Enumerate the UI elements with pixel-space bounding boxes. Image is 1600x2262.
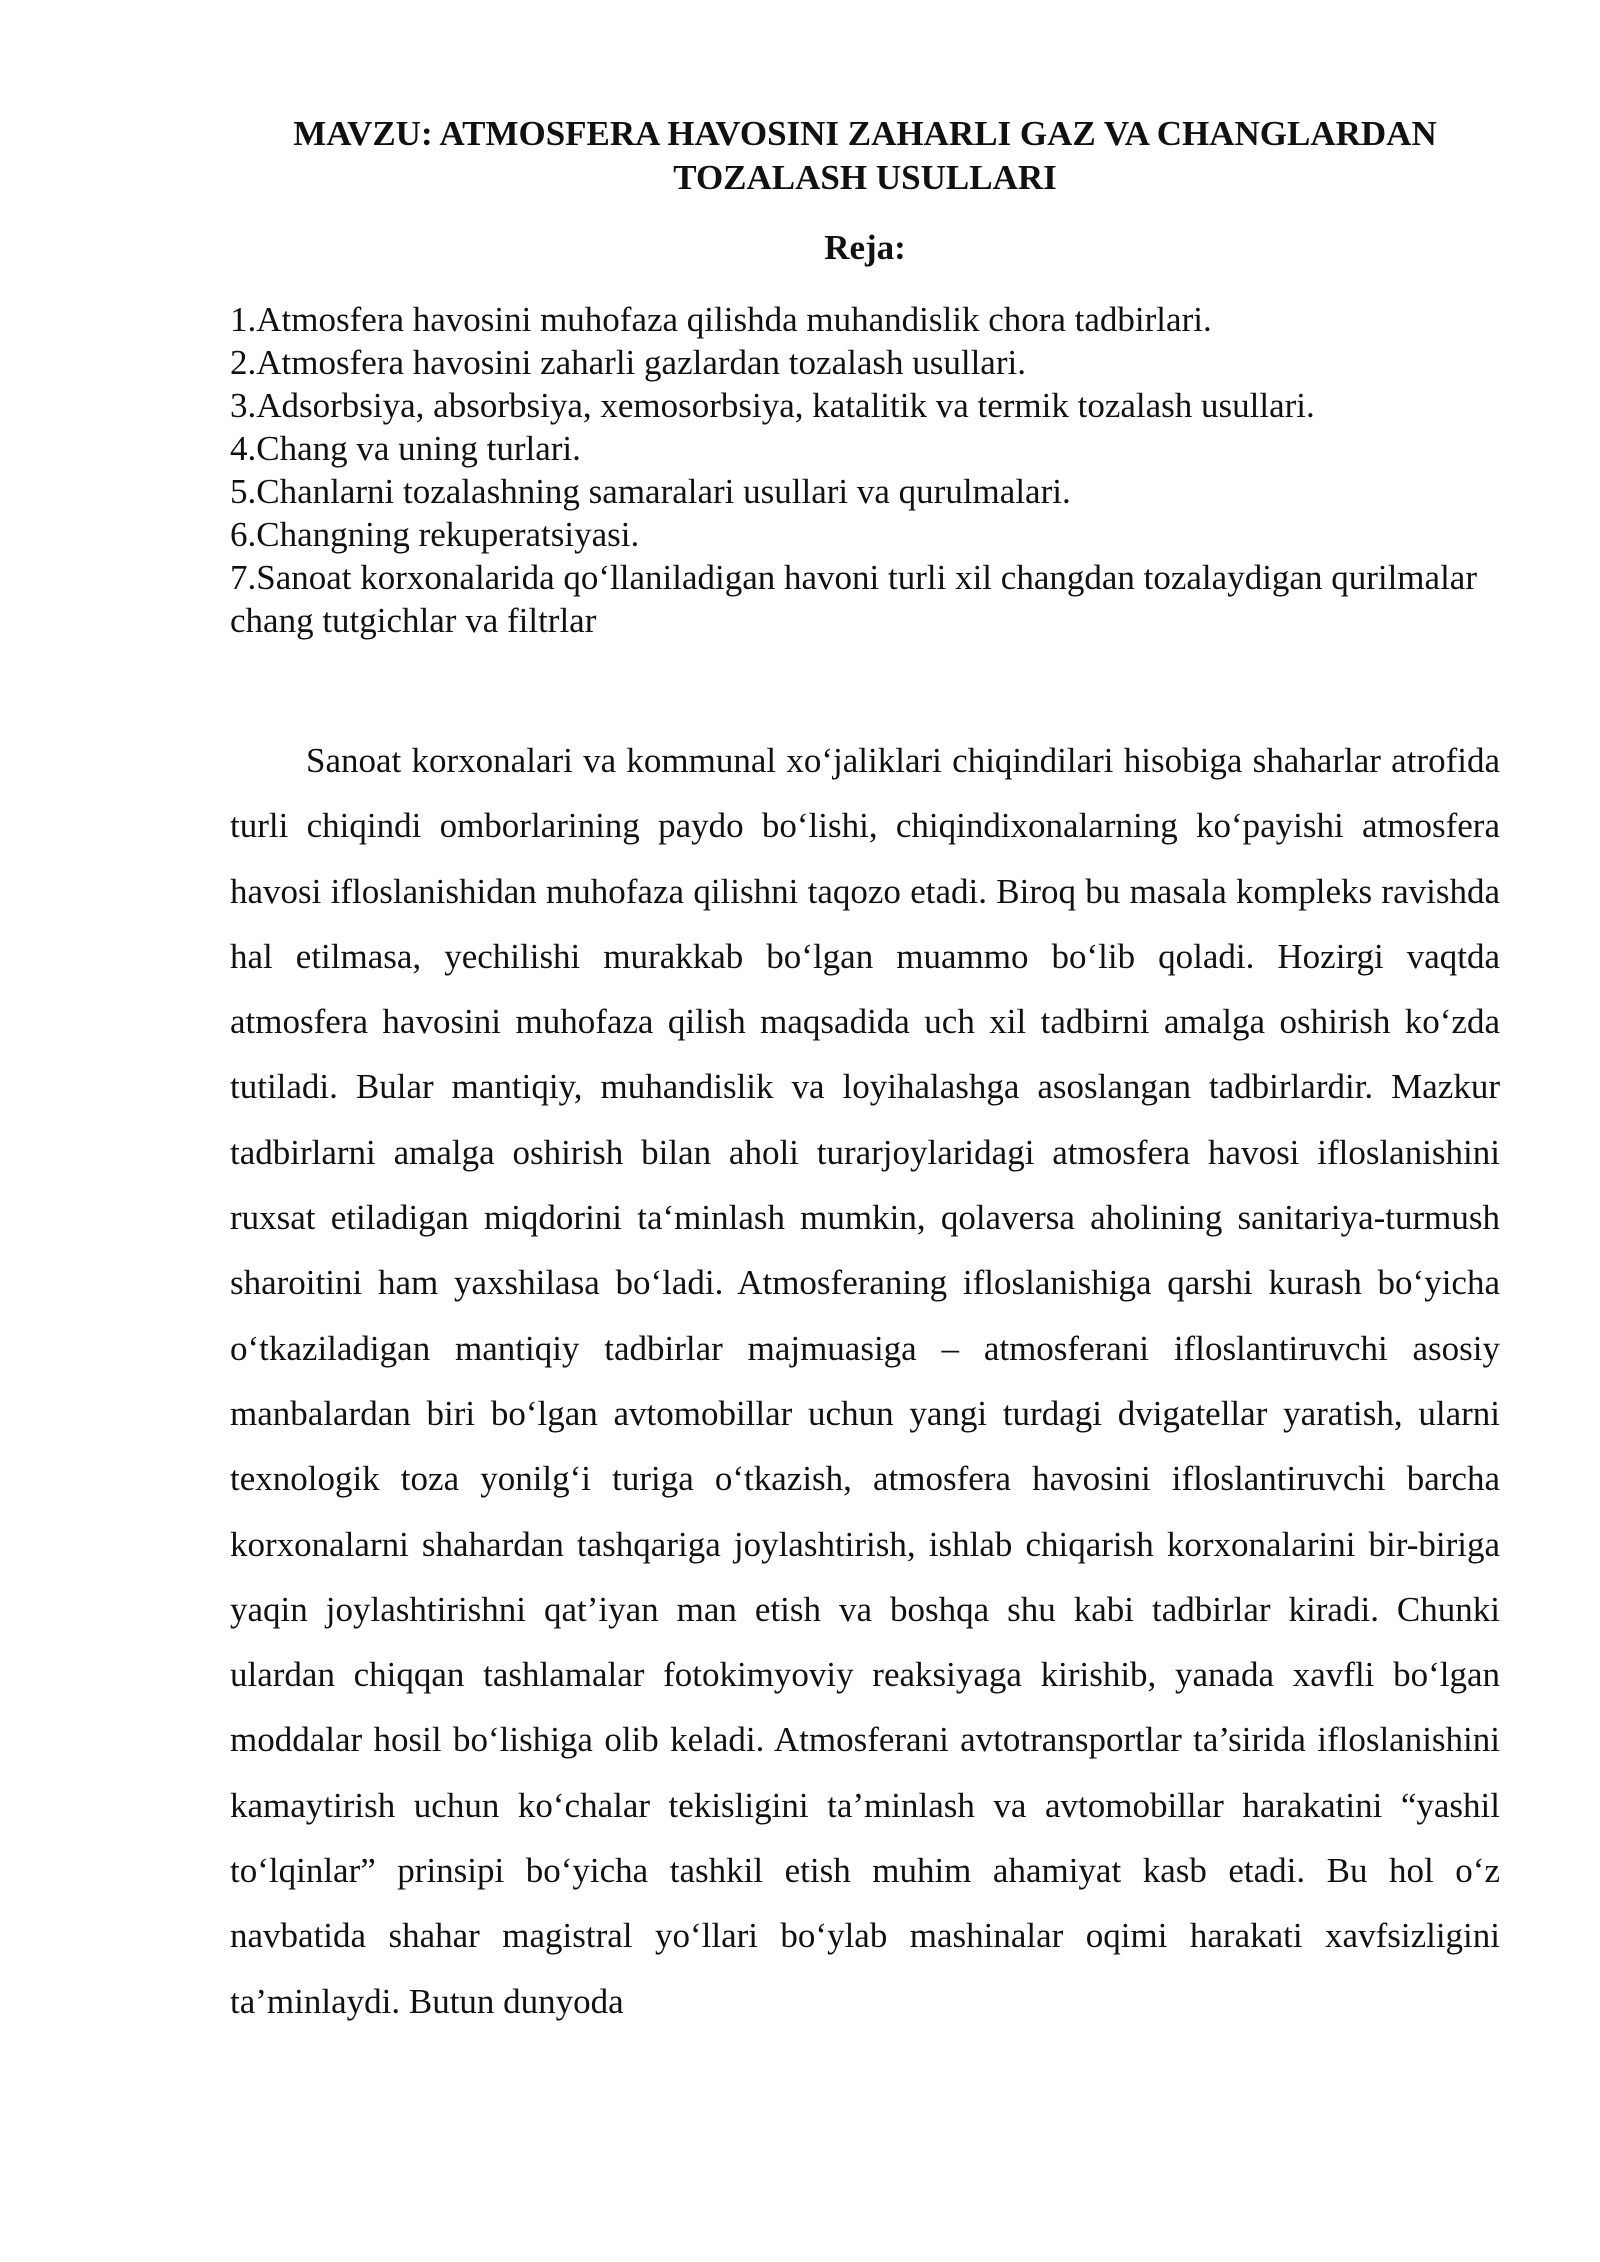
plan-heading: Reja:: [824, 228, 906, 267]
plan-item: 6.Changning rekuperatsiyasi.: [230, 515, 640, 554]
plan-item: 2.Atmosfera havosini zaharli gazlardan tozalash usullari.: [230, 343, 1026, 382]
plan-item: 3.Adsorbsiya, absorbsiya, xemosorbsiya, katalitik va termik tozalash usullari.: [230, 386, 1315, 425]
plan-list: [230, 298, 1500, 642]
plan-item: 5.Chanlarni tozalashning samaralari usullari va qurulmalari.: [230, 472, 1071, 511]
document-title: MAVZU: ATMOSFERA HAVOSINI ZAHARLI GAZ VA CHANGLARDAN TOZALASH USULLARI: [293, 114, 1437, 197]
body-paragraph: Sanoat korxonalari va kommunal xo‘jaliklari chiqindilari hisobiga shaharlar atrofida turli chiqindi omborlarining paydo bo‘lishi, chiqindixonalarning ko‘payishi atmosfera havosi ifloslanishidan muhofaza qilishni taqozo etadi. Biroq bu masala kompleks ravishda hal etilmasa, yechilishi murakkab bo‘lgan muammo bo‘lib qoladi. Hozirgi vaqtda atmosfera havosini muhofaza qilish maqsadida uch xil tadbirni amalga oshirish ko‘zda tutiladi. Bular mantiqiy, muhandislik va loyihalashga asoslangan tadbirlardir. Mazkur tadbirlarni amalga oshirish bilan aholi turarjoylaridagi atmosfera havosi ifloslanishini ruxsat etiladigan miqdorini ta‘minlash mumkin, qolaversa aholining sanitariya-turmush sharoitini ham yaxshilasa bo‘ladi. Atmosferaning ifloslanishiga qarshi kurash bo‘yicha o‘tkaziladigan mantiqiy tadbirlar majmuasiga – atmosferani ifloslantiruvchi asosiy manbalardan biri bo‘lgan avtomobillar uchun yangi turdagi dvigatellar yaratish, ularni texnologik toza yonilg‘i turiga o‘tkazish, atmosfera havosini ifloslantiruvchi barcha korxonalarni shahardan tashqariga joylashtirish, ishlab chiqarish korxonalarini bir-biriga yaqin joylashtirishni qat’iyan man etish va boshqa shu kabi tadbirlar kiradi. Chunki ulardan chiqqan tashlamalar fotokimyoviy reaksiyaga kirishib, yanada xavfli bo‘lgan moddalar hosil bo‘lishiga olib keladi. Atmosferani avtotransportlar ta’sirida ifloslanishini kamaytirish uchun ko‘chalar tekisligini ta’minlash va avtomobillar harakatini “yashil to‘lqinlar” prinsipi bo‘yicha tashkil etish muhim ahamiyat kasb etadi. Bu hol o‘z navbatida shahar magistral yo‘llari bo‘ylab mashinalar oqimi harakati xavfsizligini ta’minlaydi. Butun dunyoda: [230, 741, 1500, 2021]
plan-item: 4.Chang va uning turlari.: [230, 429, 581, 468]
plan-item: 7.Sanoat korxonalarida qo‘llaniladigan havoni turli xil changdan tozalaydigan qurilmalar chang tutgichlar va filtrlar: [230, 558, 1477, 640]
plan-item: 1.Atmosfera havosini muhofaza qilishda muhandislik chora tadbirlari.: [230, 300, 1212, 339]
